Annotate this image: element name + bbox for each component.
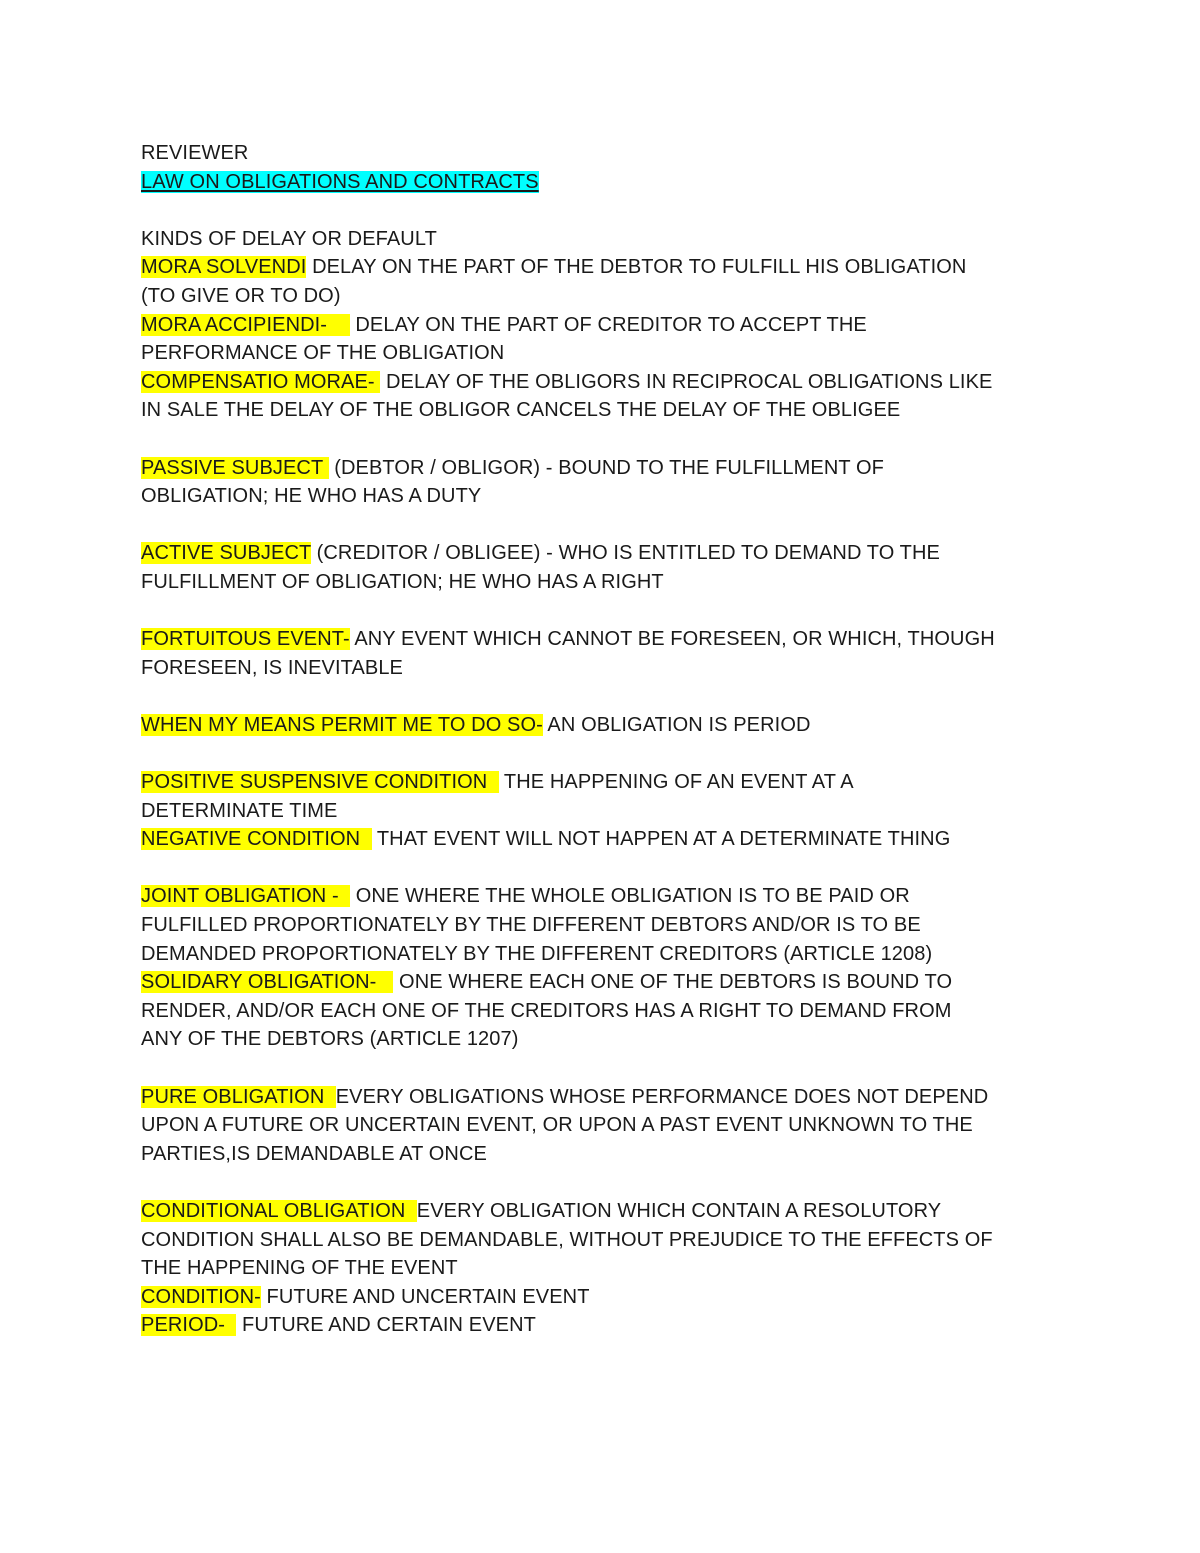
positive-suspensive-text-cont: DETERMINATE TIME [141, 799, 338, 822]
active-subject-line [141, 539, 1076, 568]
joint-obligation-text-cont: DEMANDED PROPORTIONATELY BY THE DIFFERENT CREDITORS (ARTICLE 1208) [141, 942, 933, 965]
pure-obligation-text: EVERY OBLIGATIONS WHOSE PERFORMANCE DOES NOT DEPEND [335, 1085, 989, 1108]
blank-line [141, 196, 1076, 225]
mora-accipiendi-text-cont: PERFORMANCE OF THE OBLIGATION [141, 342, 505, 365]
passive-subject-term: PASSIVE SUBJECT [141, 456, 329, 479]
joint-obligation-term: JOINT OBLIGATION - [141, 885, 351, 908]
mora-accipiendi-text: DELAY ON THE PART OF CREDITOR TO ACCEPT THE [349, 313, 867, 336]
conditional-obligation-line [141, 1197, 1076, 1226]
period-term: PERIOD- [141, 1314, 237, 1337]
mora-solvendi-text-cont: (TO GIVE OR TO DO) [141, 284, 341, 307]
positive-suspensive-line [141, 768, 1076, 797]
condition-line [141, 1283, 1076, 1312]
compensatio-morae-line [141, 368, 1076, 397]
conditional-obligation-text-cont: THE HAPPENING OF THE EVENT [141, 1257, 458, 1280]
document-subtitle-line [141, 168, 1076, 197]
negative-condition-line [141, 825, 1076, 854]
blank-line [141, 1168, 1076, 1197]
positive-suspensive-text: THE HAPPENING OF AN EVENT AT A [498, 771, 854, 794]
joint-obligation-text-cont: FULFILLED PROPORTIONATELY BY THE DIFFERENT DEBTORS AND/OR IS TO BE [141, 914, 921, 937]
solidary-obligation-term: SOLIDARY OBLIGATION- [141, 971, 394, 994]
mora-solvendi-text: DELAY ON THE PART OF THE DEBTOR TO FULFILL HIS OBLIGATION [306, 256, 967, 279]
fortuitous-event-term: FORTUITOUS EVENT- [141, 628, 350, 651]
means-permit-text: AN OBLIGATION IS PERIOD [542, 713, 811, 736]
active-subject-text-cont: FULFILLMENT OF OBLIGATION; HE WHO HAS A RIGHT [141, 570, 664, 593]
means-permit-line [141, 711, 1076, 740]
fortuitous-event-text: ANY EVENT WHICH CANNOT BE FORESEEN, OR WHICH, THOUGH [349, 628, 995, 651]
period-text: FUTURE AND CERTAIN EVENT [236, 1314, 536, 1337]
negative-condition-text: THAT EVENT WILL NOT HAPPEN AT A DETERMINATE THING [371, 828, 951, 851]
blank-line [141, 425, 1076, 454]
joint-obligation-text: ONE WHERE THE WHOLE OBLIGATION IS TO BE PAID OR [350, 885, 910, 908]
pure-obligation-text-cont: PARTIES,IS DEMANDABLE AT ONCE [141, 1142, 487, 1165]
mora-accipiendi-term: MORA ACCIPIENDI- [141, 313, 350, 336]
pure-obligation-line [141, 1083, 1076, 1112]
passive-subject-text-cont: OBLIGATION; HE WHO HAS A DUTY [141, 485, 482, 508]
document-body [141, 139, 1076, 1340]
mora-solvendi-term: MORA SOLVENDI [141, 256, 307, 279]
condition-text: FUTURE AND UNCERTAIN EVENT [260, 1285, 590, 1308]
blank-line [141, 511, 1076, 540]
positive-suspensive-term: POSITIVE SUSPENSIVE CONDITION [141, 771, 499, 794]
document-title: REVIEWER [141, 142, 249, 164]
blank-line [141, 597, 1076, 626]
period-line [141, 1311, 1076, 1340]
mora-solvendi-line [141, 253, 1076, 282]
passive-subject-text: (DEBTOR / OBLIGOR) - BOUND TO THE FULFILLMENT OF [328, 456, 884, 479]
conditional-obligation-text-cont: CONDITION SHALL ALSO BE DEMANDABLE, WITHOUT PREJUDICE TO THE EFFECTS OF [141, 1228, 993, 1251]
solidary-obligation-text: ONE WHERE EACH ONE OF THE DEBTORS IS BOUND TO [393, 971, 953, 994]
conditional-obligation-text: EVERY OBLIGATION WHICH CONTAIN A RESOLUTORY [416, 1199, 942, 1222]
section-heading: KINDS OF DELAY OR DEFAULT [141, 227, 437, 250]
blank-line [141, 1054, 1076, 1083]
pure-obligation-text-cont: UPON A FUTURE OR UNCERTAIN EVENT, OR UPON A PAST EVENT UNKNOWN TO THE [141, 1114, 973, 1137]
solidary-obligation-text-cont: RENDER, AND/OR EACH ONE OF THE CREDITORS HAS A RIGHT TO DEMAND FROM [141, 999, 952, 1022]
compensatio-morae-term: COMPENSATIO MORAE- [141, 370, 381, 393]
condition-term: CONDITION- [141, 1285, 261, 1308]
pure-obligation-term: PURE OBLIGATION [141, 1085, 336, 1108]
fortuitous-event-line [141, 625, 1076, 654]
active-subject-term: ACTIVE SUBJECT [141, 542, 311, 565]
solidary-obligation-line [141, 968, 1076, 997]
mora-accipiendi-line [141, 311, 1076, 340]
document-subtitle: LAW ON OBLIGATIONS AND CONTRACTS [141, 170, 539, 193]
active-subject-text: (CREDITOR / OBLIGEE) - WHO IS ENTITLED TO DEMAND TO THE [310, 542, 940, 565]
compensatio-morae-text: DELAY OF THE OBLIGORS IN RECIPROCAL OBLIGATIONS LIKE [380, 370, 993, 393]
blank-line [141, 682, 1076, 711]
blank-line [141, 854, 1076, 883]
fortuitous-event-text-cont: FORESEEN, IS INEVITABLE [141, 656, 403, 679]
blank-line [141, 739, 1076, 768]
compensatio-morae-text-cont: IN SALE THE DELAY OF THE OBLIGOR CANCELS THE DELAY OF THE OBLIGEE [141, 399, 901, 422]
passive-subject-line [141, 454, 1076, 483]
solidary-obligation-text-cont: ANY OF THE DEBTORS (ARTICLE 1207) [141, 1028, 519, 1051]
joint-obligation-line [141, 882, 1076, 911]
means-permit-term: WHEN MY MEANS PERMIT ME TO DO SO- [141, 713, 543, 736]
negative-condition-term: NEGATIVE CONDITION [141, 828, 372, 851]
conditional-obligation-term: CONDITIONAL OBLIGATION [141, 1199, 417, 1222]
